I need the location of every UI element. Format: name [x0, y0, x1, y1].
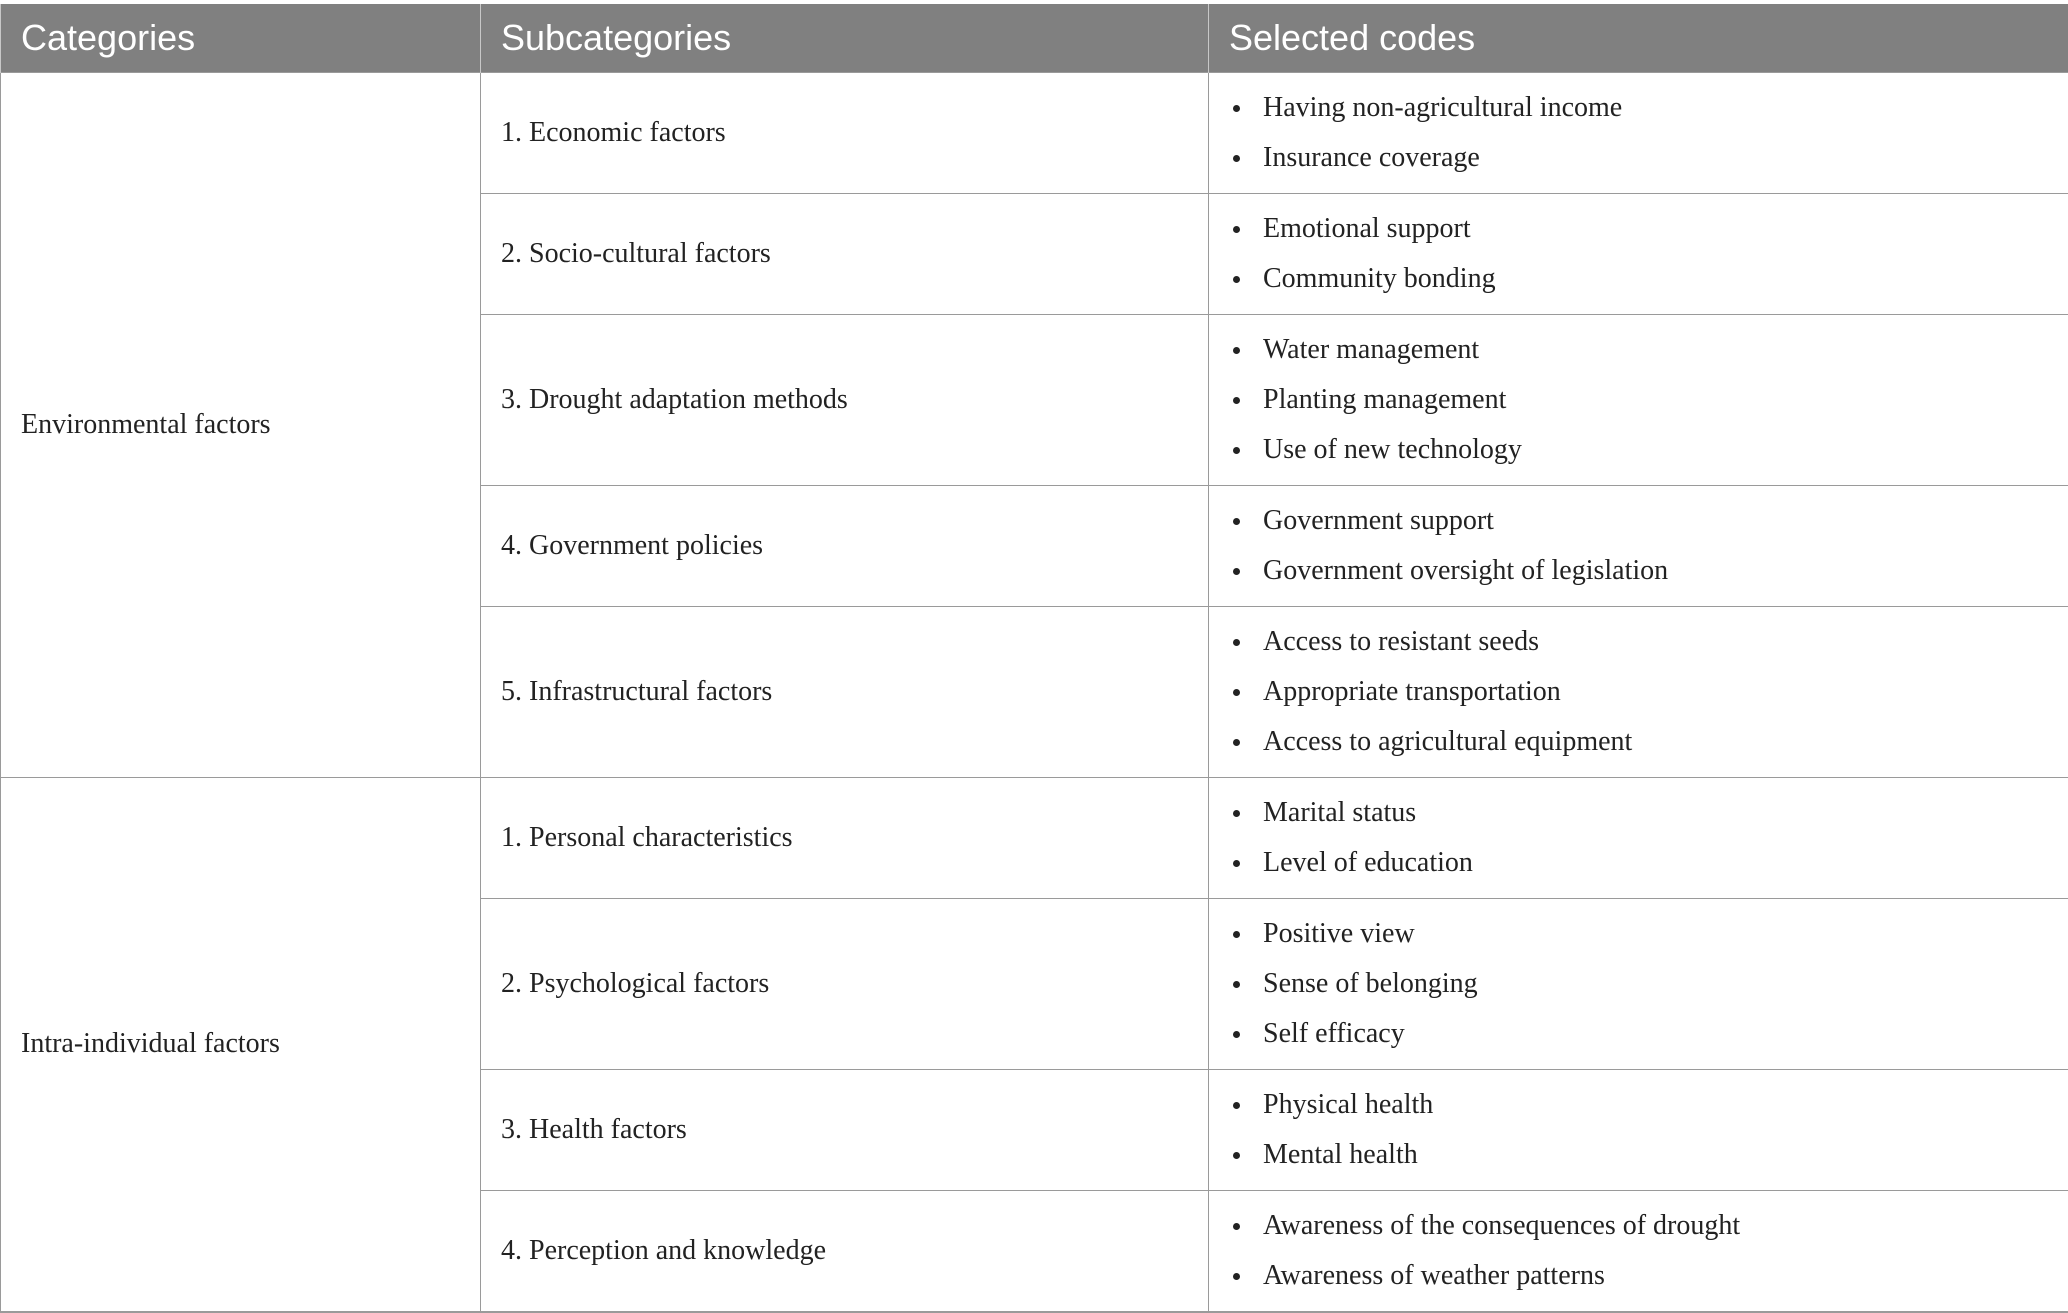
subcategory-cell: 5. Infrastructural factors	[481, 606, 1209, 777]
category-cell: Environmental factors	[1, 72, 481, 777]
codes-list	[1209, 486, 2068, 606]
bullet-icon	[1233, 981, 1240, 988]
codes-cell	[1209, 72, 2068, 193]
codes-cell	[1209, 485, 2068, 606]
bullet-icon	[1233, 226, 1240, 233]
code-text: Access to resistant seeds	[1263, 626, 1539, 657]
list-item	[1209, 1080, 2068, 1130]
category-cell: Intra-individual factors	[1, 777, 481, 1312]
codes-list	[1209, 1070, 2068, 1190]
subcategory-cell: 1. Economic factors	[481, 72, 1209, 193]
code-text: Awareness of weather patterns	[1263, 1260, 1605, 1291]
bullet-icon	[1233, 689, 1240, 696]
list-item	[1209, 83, 2068, 133]
code-text: Self efficacy	[1263, 1018, 1405, 1049]
bullet-icon	[1233, 397, 1240, 404]
bullet-icon	[1233, 447, 1240, 454]
codes-list	[1209, 1191, 2068, 1311]
code-text: Access to agricultural equipment	[1263, 726, 1632, 757]
bullet-icon	[1233, 1031, 1240, 1038]
code-text: Government support	[1263, 505, 1494, 536]
list-item	[1209, 496, 2068, 546]
list-item	[1209, 788, 2068, 838]
bullet-icon	[1233, 105, 1240, 112]
list-item	[1209, 959, 2068, 1009]
factors-table	[0, 4, 2068, 1313]
bullet-icon	[1233, 568, 1240, 575]
table-container	[0, 4, 2068, 1313]
header-selected-codes: Selected codes	[1209, 4, 2068, 72]
codes-cell	[1209, 777, 2068, 898]
code-text: Positive view	[1263, 918, 1415, 949]
bullet-icon	[1233, 1102, 1240, 1109]
list-item	[1209, 375, 2068, 425]
list-item	[1209, 204, 2068, 254]
codes-list	[1209, 194, 2068, 314]
list-item	[1209, 254, 2068, 304]
subcategory-cell: 3. Drought adaptation methods	[481, 314, 1209, 485]
code-text: Sense of belonging	[1263, 968, 1478, 999]
codes-list	[1209, 315, 2068, 485]
bullet-icon	[1233, 639, 1240, 646]
list-item	[1209, 1201, 2068, 1251]
bullet-icon	[1233, 1152, 1240, 1159]
list-item	[1209, 325, 2068, 375]
table-row	[1, 72, 2068, 193]
bullet-icon	[1233, 1273, 1240, 1280]
codes-cell	[1209, 1190, 2068, 1312]
list-item	[1209, 838, 2068, 888]
list-item	[1209, 909, 2068, 959]
subcategory-cell: 3. Health factors	[481, 1069, 1209, 1190]
subcategory-cell: 4. Government policies	[481, 485, 1209, 606]
codes-list	[1209, 607, 2068, 777]
header-categories: Categories	[1, 4, 481, 72]
bullet-icon	[1233, 518, 1240, 525]
codes-cell	[1209, 606, 2068, 777]
codes-cell	[1209, 898, 2068, 1069]
code-text: Use of new technology	[1263, 434, 1522, 465]
code-text: Water management	[1263, 334, 1479, 365]
bullet-icon	[1233, 1223, 1240, 1230]
codes-cell	[1209, 1069, 2068, 1190]
code-text: Community bonding	[1263, 263, 1496, 294]
code-text: Mental health	[1263, 1139, 1418, 1170]
list-item	[1209, 133, 2068, 183]
code-text: Appropriate transportation	[1263, 676, 1561, 707]
code-text: Government oversight of legislation	[1263, 555, 1668, 586]
bullet-icon	[1233, 155, 1240, 162]
bullet-icon	[1233, 347, 1240, 354]
table-row	[1, 777, 2068, 898]
bullet-icon	[1233, 931, 1240, 938]
list-item	[1209, 425, 2068, 475]
bullet-icon	[1233, 810, 1240, 817]
list-item	[1209, 546, 2068, 596]
codes-list	[1209, 899, 2068, 1069]
bullet-icon	[1233, 860, 1240, 867]
code-text: Awareness of the consequences of drought	[1263, 1210, 1740, 1241]
code-text: Marital status	[1263, 797, 1416, 828]
codes-list	[1209, 778, 2068, 898]
list-item	[1209, 1009, 2068, 1059]
codes-cell	[1209, 314, 2068, 485]
code-text: Level of education	[1263, 847, 1473, 878]
code-text: Having non-agricultural income	[1263, 92, 1622, 123]
bullet-icon	[1233, 739, 1240, 746]
codes-cell	[1209, 193, 2068, 314]
list-item	[1209, 667, 2068, 717]
subcategory-cell: 4. Perception and knowledge	[481, 1190, 1209, 1312]
subcategory-cell: 1. Personal characteristics	[481, 777, 1209, 898]
bullet-icon	[1233, 276, 1240, 283]
list-item	[1209, 1130, 2068, 1180]
codes-list	[1209, 73, 2068, 193]
code-text: Insurance coverage	[1263, 142, 1480, 173]
list-item	[1209, 617, 2068, 667]
code-text: Emotional support	[1263, 213, 1471, 244]
header-subcategories: Subcategories	[481, 4, 1209, 72]
list-item	[1209, 1251, 2068, 1301]
code-text: Physical health	[1263, 1089, 1433, 1120]
header-row	[1, 4, 2068, 72]
subcategory-cell: 2. Socio-cultural factors	[481, 193, 1209, 314]
code-text: Planting management	[1263, 384, 1506, 415]
subcategory-cell: 2. Psychological factors	[481, 898, 1209, 1069]
list-item	[1209, 717, 2068, 767]
